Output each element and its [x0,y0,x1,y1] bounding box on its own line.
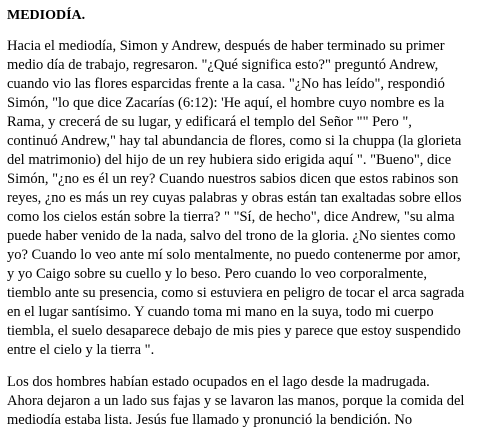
paragraph-2: Los dos hombres habían estado ocupados en el lago desde la madrugada. Ahora dejaron a un lado sus fajas y se lavaron las manos, porque la comida del mediodía estaba lista. Jesús fue llamado y pronunció la bendición. No [7,374,465,428]
section-heading: MEDIODÍA. [7,8,86,23]
document-page [7,7,465,443]
paragraph-1: Hacia el mediodía, Simon y Andrew, después de haber terminado su primer medio día de trabajo, regresaron. "¿Qué significa esto?" preguntó Andrew, cuando vio las flores esparcidas frente a la casa. "¿No has leído", respondió Simón, "lo que dice Zacarías (6:12): 'He aquí, el hombre cuyo nombre es la Rama, y crecerá de su lugar, y edificará el templo del Señor "" Pero ", continuó Andrew," hay tal abundancia de flores, como si la chuppa (la glorieta del matrimonio) del hijo de un rey hubiera sido erigida aquí ". "Bueno", dice Simón, "¿no es él un rey? Cuando nuestros sabios dicen que estos rabinos son reyes, ¿no es más un rey cuyas palabras y obras están tan exaltadas sobre ellos como los cielos están sobre la tierra? " "Sí, de hecho", dice Andrew, "su alma puede haber venido de la nada, salvo del trono de la gloria. ¿No sientes como yo? Cuando lo veo ante mí solo mentalmente, no puedo contenerme por amor, y yo Caigo sobre su cuello y lo beso. Pero cuando lo veo corporalmente, tiemblo ante su presencia, como si estuviera en peligro de tocar el arca sagrada en el lugar santísimo. Y cuando toma mi mano en la suya, todo mi cuerpo tiembla, el suelo desaparece debajo de mis pies y parece que estoy suspendido entre el cielo y la tierra ". [7,38,465,358]
